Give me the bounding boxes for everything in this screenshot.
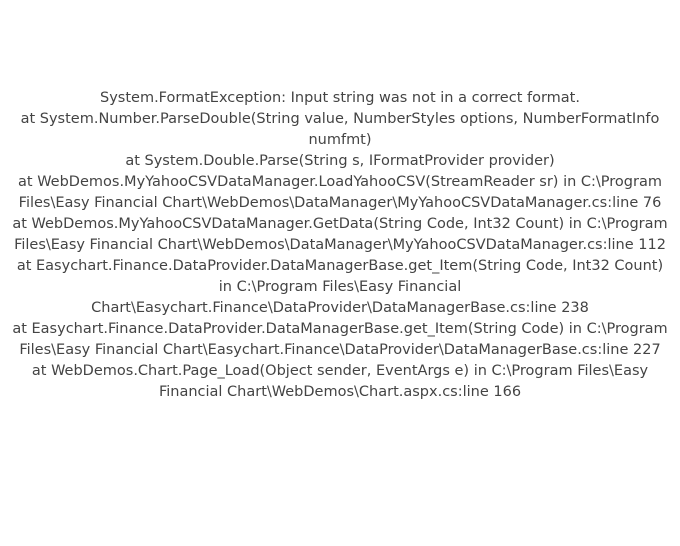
- stack-frame-line: at System.Number.ParseDouble(String value, NumberStyles options, NumberFormatInfo numfmt): [20, 111, 660, 148]
- stack-frame-line: at WebDemos.Chart.Page_Load(Object sender, EventArgs e) in C:\Program Files\Easy Financial Chart\WebDemos\Chart.aspx.cs:line 166: [31, 363, 649, 400]
- stack-trace-text: [0, 88, 680, 403]
- stack-frame-line: at Easychart.Finance.DataProvider.DataManagerBase.get_Item(String Code, Int32 Count) in C:\Program Files\Easy Financial Chart\Easychart.Finance\DataProvider\DataManagerBase.cs:line 238: [16, 258, 664, 316]
- stack-frame-line: at System.Double.Parse(String s, IFormatProvider provider): [125, 153, 555, 169]
- stack-frame-line: at Easychart.Finance.DataProvider.DataManagerBase.get_Item(String Code) in C:\Program Files\Easy Financial Chart\Easychart.Finance\DataProvider\DataManagerBase.cs:line 227: [12, 321, 668, 358]
- exception-message-line: System.FormatException: Input string was not in a correct format.: [100, 90, 580, 106]
- stack-frame-line: at WebDemos.MyYahooCSVDataManager.LoadYahooCSV(StreamReader sr) in C:\Program Files\Easy Financial Chart\WebDemos\DataManager\MyYahooCSVDataManager.cs:line 76: [18, 174, 662, 211]
- stack-frame-line: at WebDemos.MyYahooCSVDataManager.GetData(String Code, Int32 Count) in C:\Program Files\Easy Financial Chart\WebDemos\DataManager\MyYahooCSVDataManager.cs:line 112: [12, 216, 668, 253]
